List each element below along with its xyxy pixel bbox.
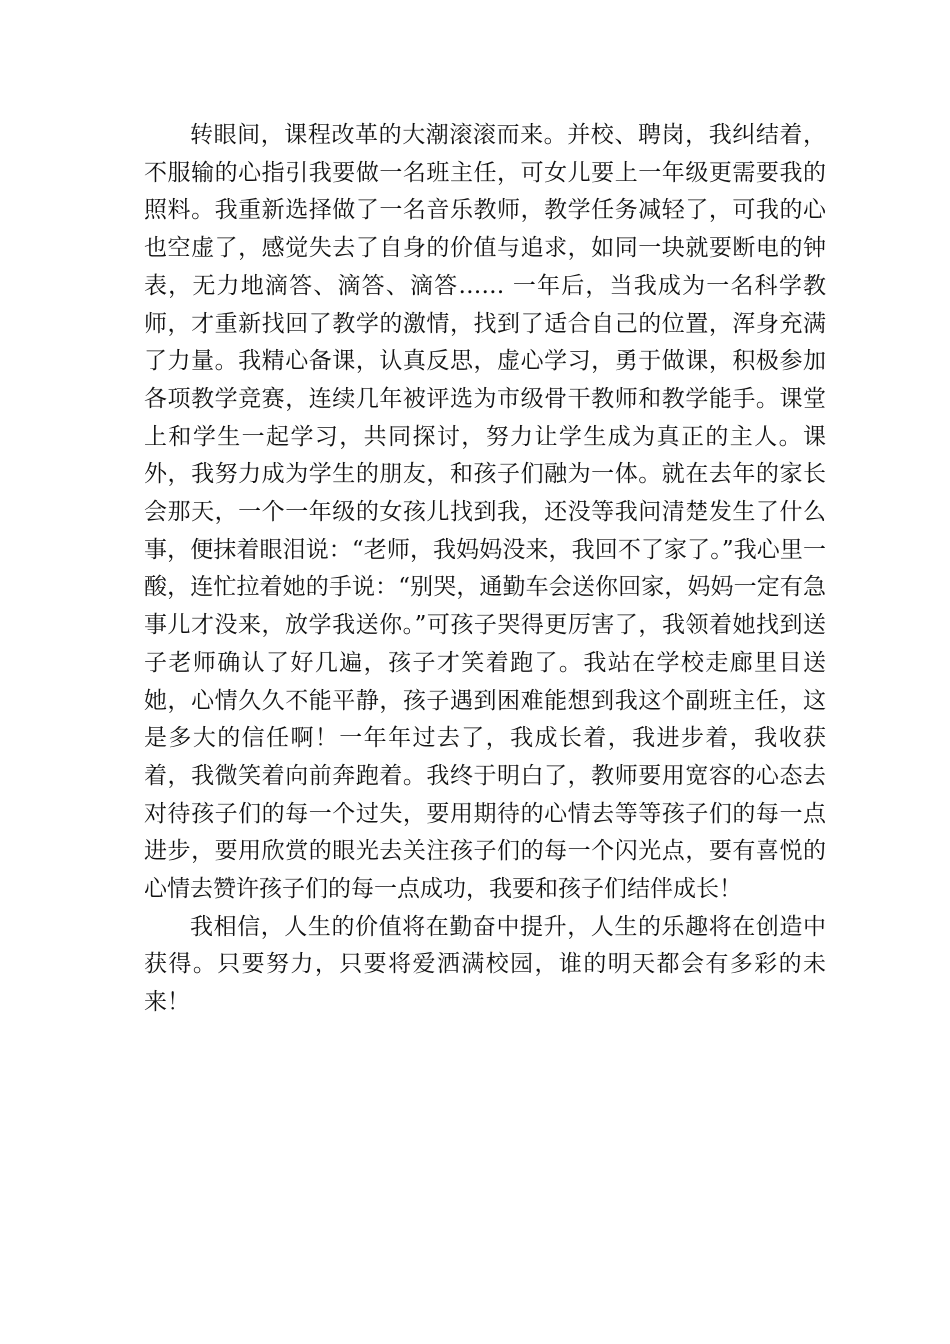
paragraph-1: 转眼间，课程改革的大潮滚滚而来。并校、聘岗，我纠结着，不服输的心指引我要做一名班主任，可女儿要上一年级更需要我的照料。我重新选择做了一名音乐教师，教学任务减轻了，可我的心也空虚了，感觉失去了自身的价值与追求，如同一块就要断电的钟表，无力地滴答、滴答、滴答…… 一年后，当我成为一名科学教师，才重新找回了教学的激情，找到了适合自己的位置，浑身充满了力量。我精心备课，认真反思，虚心学习，勇于做课，积极参加各项教学竞赛，连续几年被评选为市级骨干教师和教学能手。课堂上和学生一起学习，共同探讨，努力让学生成为真正的主人。课外，我努力成为学生的朋友，和孩子们融为一体。就在去年的家长会那天，一个一年级的女孩儿找到我，还没等我问清楚发生了什么事，便抹着眼泪说：“老师，我妈妈没来，我回不了家了。”我心里一酸，连忙拉着她的手说：“别哭，通勤车会送你回家，妈妈一定有急事儿才没来，放学我送你。”可孩子哭得更厉害了，我领着她找到送子老师确认了好几遍，孩子才笑着跑了。我站在学校走廊里目送她，心情久久不能平静，孩子遇到困难能想到我这个副班主任，这是多大的信任啊！一年年过去了，我成长着，我进步着，我收获着，我微笑着向前奔跑着。我终于明白了，教师要用宽容的心态去对待孩子们的每一个过失，要用期待的心情去等等孩子们的每一点进步，要用欣赏的眼光去关注孩子们的每一个闪光点，要有喜悦的心情去赞许孩子们的每一点成功，我要和孩子们结伴成长！	[144, 122, 826, 903]
document-body	[144, 117, 826, 1022]
paragraph-2: 我相信，人生的价值将在勤奋中提升，人生的乐趣将在创造中获得。只要努力，只要将爱洒满校园，谁的明天都会有多彩的未来！	[144, 913, 826, 1016]
